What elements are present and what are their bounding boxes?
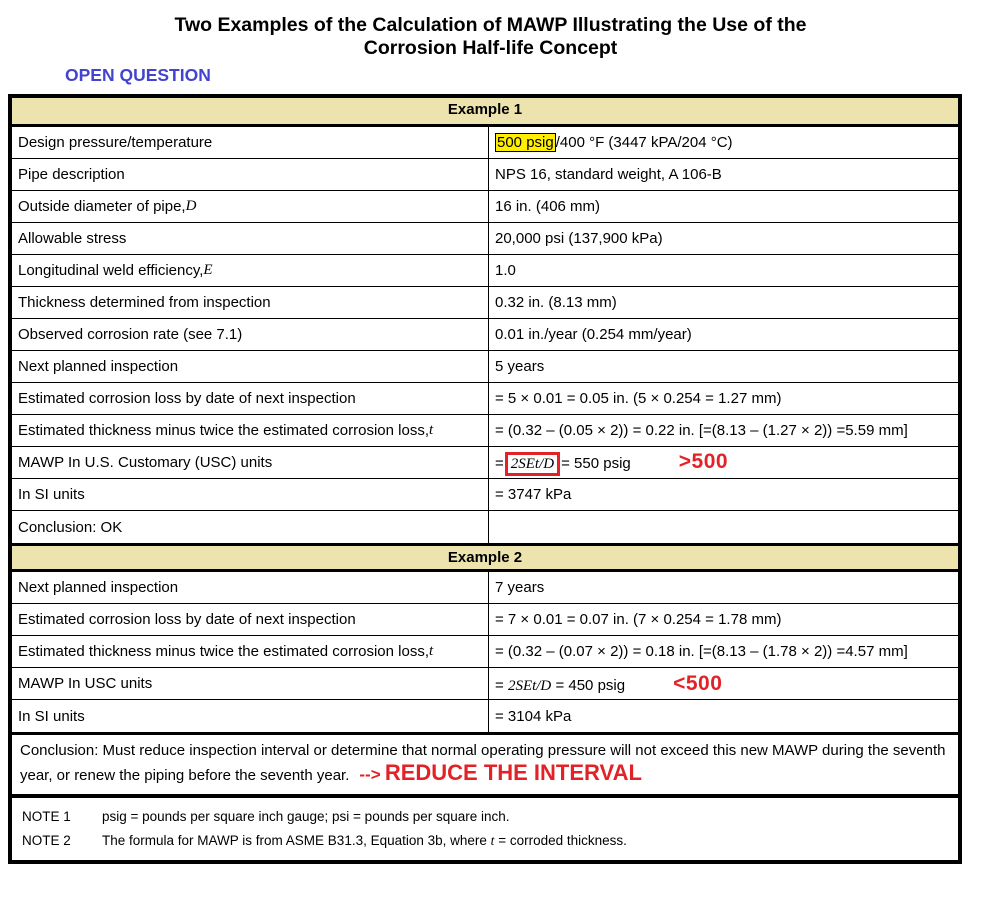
row-label: In SI units	[12, 700, 489, 732]
note-text: psig = pounds per square inch gauge; psi = pounds per square inch.	[102, 809, 510, 824]
label-text: Outside diameter of pipe,	[18, 198, 186, 215]
row-conclusion-ok	[12, 511, 958, 543]
variable-t: t	[490, 833, 495, 848]
mawp-formula: 2SEt/D	[507, 677, 552, 694]
note-text	[102, 832, 950, 849]
row-value	[489, 670, 958, 698]
row-value	[489, 132, 958, 153]
open-question-annotation: OPEN QUESTION	[65, 65, 211, 85]
example1-body	[12, 127, 958, 543]
row-mawp-usc	[12, 447, 958, 479]
label-text: Estimated thickness minus twice the estimated corrosion loss,	[18, 643, 429, 660]
notes-section	[12, 794, 958, 860]
row-weld-efficiency	[12, 255, 958, 287]
variable-E: E	[203, 262, 213, 278]
row-value: NPS 16, standard weight, A 106-B	[495, 166, 722, 183]
red-annotation-gt500: >500	[678, 449, 729, 473]
row-value: 0.32 in. (8.13 mm)	[495, 294, 617, 311]
formula-red-box-annotation	[505, 452, 560, 476]
row-value	[489, 525, 958, 529]
row-label: MAWP In U.S. Customary (USC) units	[12, 447, 489, 478]
note-id: NOTE 1	[22, 809, 71, 824]
mawp-formula: 2SEt/D	[510, 455, 555, 472]
row-label: Estimated corrosion loss by date of next inspection	[12, 604, 489, 635]
page-title	[0, 14, 981, 60]
row-pipe-description	[12, 159, 958, 191]
note-2	[12, 828, 958, 852]
value-rest: /400 °F (3447 kPA/204 °C)	[555, 134, 733, 151]
row-value: = 5 × 0.01 = 0.05 in. (5 × 0.254 = 1.27 mm)	[495, 390, 782, 407]
label-text: Longitudinal weld efficiency,	[18, 262, 204, 279]
row-label: Design pressure/temperature	[12, 127, 489, 158]
row-value: = 3747 kPa	[495, 486, 572, 503]
equation-prefix: =	[495, 454, 504, 472]
note-text-prefix: The formula for MAWP is from ASME B31.3, Equation 3b, where	[102, 833, 491, 848]
page-title-line2: Corrosion Half-life Concept	[363, 37, 618, 59]
row-design-pressure	[12, 127, 958, 159]
highlighted-value: 500 psig	[497, 134, 554, 151]
row-value: = 3104 kPa	[495, 707, 572, 725]
row-value	[489, 448, 958, 478]
row-corrosion-loss	[12, 383, 958, 415]
page-title-line1: Two Examples of the Calculation of MAWP Illustrating the Use of the	[174, 14, 807, 36]
row-value: 1.0	[495, 262, 516, 279]
row-label	[12, 636, 489, 667]
row-label: Estimated corrosion loss by date of next inspection	[12, 383, 489, 414]
row-estimated-thickness-2	[12, 636, 958, 668]
row-label: Allowable stress	[12, 223, 489, 254]
variable-t: t	[429, 422, 434, 438]
note-1	[12, 804, 958, 828]
row-estimated-thickness	[12, 415, 958, 447]
row-value: = (0.32 – (0.05 × 2)) = 0.22 in. [=(8.13 – (1.27 × 2)) =5.59 mm]	[495, 422, 908, 439]
row-label: MAWP In USC units	[12, 668, 489, 699]
row-label: Pipe description	[12, 159, 489, 190]
label-text: Estimated thickness minus twice the estimated corrosion loss,	[18, 422, 429, 439]
row-label: Observed corrosion rate (see 7.1)	[12, 319, 489, 350]
row-label: Conclusion: OK	[12, 511, 489, 543]
row-value: 20,000 psi (137,900 kPa)	[495, 230, 663, 247]
row-label	[12, 415, 489, 446]
row-si-units	[12, 479, 958, 511]
row-value: 7 years	[495, 579, 545, 596]
row-label: Next planned inspection	[12, 572, 489, 603]
example2-conclusion	[12, 732, 958, 794]
row-si-units-2	[12, 700, 958, 732]
note-id: NOTE 2	[22, 833, 71, 848]
row-thickness-inspection	[12, 287, 958, 319]
red-annotation-lt500: <500	[673, 671, 723, 695]
row-label: Next planned inspection	[12, 351, 489, 382]
example1-header: Example 1	[12, 98, 958, 127]
equation-suffix: = 550 psig	[561, 454, 631, 472]
row-value: = (0.32 – (0.07 × 2)) = 0.18 in. [=(8.13 – (1.78 × 2)) =4.57 mm]	[495, 643, 908, 660]
row-next-inspection-2	[12, 572, 958, 604]
red-arrow-annotation: -->	[359, 765, 381, 784]
row-label: In SI units	[12, 479, 489, 510]
row-value: 0.01 in./year (0.254 mm/year)	[495, 326, 692, 343]
row-outside-diameter	[12, 191, 958, 223]
row-corrosion-loss-2	[12, 604, 958, 636]
row-mawp-usc-2	[12, 668, 958, 700]
example2-body	[12, 572, 958, 732]
variable-t: t	[429, 643, 434, 659]
equation-suffix: = 450 psig	[551, 676, 626, 694]
row-value: 16 in. (406 mm)	[495, 198, 601, 215]
note-text-suffix: = corroded thickness.	[494, 833, 627, 848]
mawp-table	[8, 94, 962, 864]
row-value: 5 years	[495, 358, 545, 375]
equation-prefix: =	[495, 676, 508, 694]
variable-D: D	[185, 198, 197, 214]
row-next-inspection	[12, 351, 958, 383]
row-label	[12, 191, 489, 222]
row-allowable-stress	[12, 223, 958, 255]
row-label: Thickness determined from inspection	[12, 287, 489, 318]
row-value: = 7 × 0.01 = 0.07 in. (7 × 0.254 = 1.78 mm)	[495, 611, 782, 628]
row-corrosion-rate	[12, 319, 958, 351]
red-annotation-reduce-interval: REDUCE THE INTERVAL	[384, 760, 642, 785]
conclusion-text: Conclusion: Must reduce inspection interval or determine that normal operating pressure will not exceed this new MAWP during the seventh year, or renew the piping before the seventh year.	[20, 742, 946, 784]
row-label	[12, 255, 489, 286]
example2-header: Example 2	[12, 543, 958, 572]
